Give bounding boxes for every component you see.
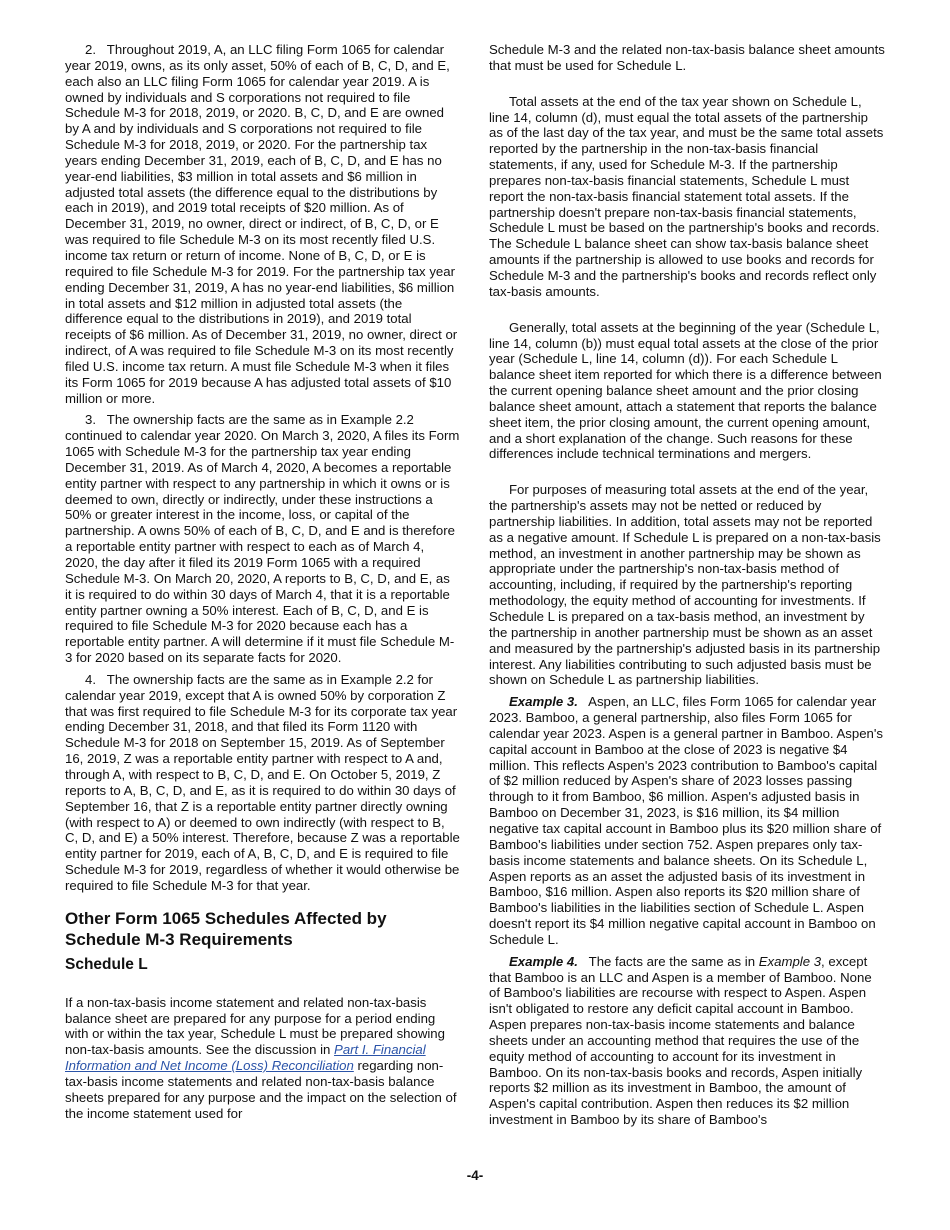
example-3-label: Example 3.	[509, 694, 578, 710]
schedule-l-heading: Schedule L	[65, 955, 148, 973]
example-4-number: 4.	[85, 671, 96, 687]
example-3-reference: Example 3	[758, 953, 822, 969]
total-assets-paragraph: Total assets at the end of the tax year shown on Schedule L, line 14, column (d), must equal the total assets of the partnership as of the last day of the tax year, and must be the same total assets reported by the partnership in the non-tax-basis financial statements, if any, used for Schedule M-3. If the partnership prepares non-tax-basis financial statements, Schedule L must report the non-tax-basis financial statement total assets. If the partnership doesn't prepare non-tax-basis financial statements, Schedule L must be based on the partnership's books and records. The Schedule L balance sheet can show tax-basis balance sheet amounts if the partnership is allowed to use books and records for Schedule M-3 and the partnership's books and records reflect only tax-basis amounts.	[489, 93, 884, 299]
example-2-paragraph	[65, 42, 460, 406]
purposes-paragraph: For purposes of measuring total assets at the end of the year, the partnership's assets may not be netted or reduced by partnership liabilities. In addition, total assets may not be reported as a negative amount. If Schedule L is prepared on a non-tax-basis method, an investment in another partnership may be shown as appropriate under the partnership's non-tax-basis method of accounting, including, if required by the partnership's reporting methodology, the equity method of accounting for investments. If Schedule L is prepared on a tax-basis method, an investment by the partnership in another partnership must be shown as an asset and measured by the partnership's adjusted basis in its partnership interest. Any liabilities contributing to such adjusted basis must be shown on Schedule L as partnership liabilities.	[489, 482, 881, 688]
schedule-l-text-start: If a non-tax-basis income statement and related non-tax-basis balance sheet are prepared for any purpose for a period ending with or within the tax year, Schedule L must be prepared showing non-tax-basis amounts. See the discussion in	[65, 994, 445, 1058]
example-3-body: Aspen, an LLC, files Form 1065 for calendar year 2023. Bamboo, a general partnership, also files Form 1065 for calendar year 2023. Aspen is a general partner in Bamboo. Aspen's capital account in Bamboo at the close of 2023 is negative $4 million. This reflects Aspen's 2023 contribution to Bamboo's capital of $2 million reduced by Aspen's share of 2023 losses passing through to it from Bamboo, $6 million. Aspen's adjusted basis in Bamboo on December 31, 2023, is $16 million, its $4 million negative tax capital account in Bamboo plus its $20 million share of Bamboo's liabilities under section 752. Aspen prepares only tax-basis income statements and balance sheets. On its Schedule L, Aspen reports as an asset the adjusted basis of its investment in Bamboo, $16 million. Aspen also reports its $20 million share of Bamboo's liabilities in the liabilities section of Schedule L. Aspen doesn't report its $4 million negative capital account in Bamboo on Schedule L.	[489, 694, 884, 947]
section-heading: Other Form 1065 Schedules Affected by Schedule M-3 Requirements	[65, 908, 387, 949]
schedule-l-paragraph	[65, 995, 460, 1122]
example-4-body: , except that Bamboo is an LLC and Aspen is a member of Bamboo. None of Bamboo's liabilities are recourse with respect to Aspen. Aspen isn't obligated to restore any deficit capital account in Bamboo. Aspen prepares non-tax-basis income statements and balance sheets under an accounting method that requires the use of the equity method of accounting to account for its investment in Bamboo. On its non-tax-basis books and records, Aspen initially reports $2 million as its investment in Bamboo, the amount of Aspen's capital contribution. Aspen then reduces its $2 million investment in Bamboo by its share of Bamboo's	[489, 953, 872, 1128]
example-3-text: The ownership facts are the same as in Example 2.2 continued to calendar year 2020. On March 3, 2020, A files its Form 1065 with Schedule M-3 for the partnership tax year ending December 31, 2019. As of March 4, 2020, A becomes a reportable entity partner with respect to any partnership in which it owns or is deemed to own, directly or indirectly, under these instructions a 50% or greater interest in the income, loss, or capital of the partnership. A owns 50% of each of B, C, D, and E and is therefore a reportable entity partner with respect to each as of March 4, 2020, the day after it filed its 2019 Form 1065 with a required Schedule M-3. On March 20, 2020, A reports to B, C, D, and E, as it is required to do within 30 days of March 4, that it is a reportable entity partner owning a 50% interest. Each of B, C, D, and E is required to file Schedule M-3 for 2020 because each has a reportable entity partner. A will determine if it must file Schedule M-3 for 2020 based on its separate facts for 2020.	[65, 412, 460, 666]
continued-paragraph: Schedule M-3 and the related non-tax-basis balance sheet amounts that must be used for Schedule L.	[489, 42, 885, 73]
example-4-label: Example 4.	[509, 953, 578, 969]
example-2-number: 2.	[85, 42, 96, 57]
generally-paragraph: Generally, total assets at the beginning of the year (Schedule L, line 14, column (b)) must equal total assets at the close of the prior year (Schedule L, line 14, column (d)). For each Schedule L balance sheet item reported for which there is a difference between the current opening balance sheet amount and the prior closing balance sheet amount, attach a statement that reports the balance sheet item, the prior closing amount, the current opening amount, and a short explanation of the change. Such reasons for these differences include technical terminations and mergers.	[489, 319, 882, 462]
example-4-intro: The facts are the same as in	[588, 953, 759, 969]
part-i-link[interactable]: Part I. Financial Information and Net Income (Loss) Reconciliation	[65, 1042, 426, 1074]
example-2-text: Throughout 2019, A, an LLC filing Form 1065 for calendar year 2019, owns, as its only asset, 50% of each of B, C, D, and E, each also an LLC filing Form 1065 for calendar year 2019. A is owned by individuals and S corporations not required to file Schedule M-3 for 2018, 2019, or 2020. B, C, D, and E are owned by A and by individuals and S corporations not required to file Schedule M-3 for 2018, 2019, or 2020. For the partnership tax years ending December 31, 2019, each of B, C, D, and E has no year-end liabilities, $3 million in total assets and $6 million in adjusted total assets (the difference equal to the distributions by each in 2019), and 2019 total receipts of $20 million. As of December 31, 2019, no owner, direct or indirect, of B, C, D, or E was required to file Schedule M-3 on its most recently filed U.S. income tax return or return of income. None of B, C, D, or E is required to file Schedule M-3 for 2019. For the partnership tax year ending December 31, 2019, A has no year-end liabilities, $6 million in total assets and $12 million in adjusted total assets (the difference equal to the distributions in 2019), and 2019 total receipts of $6 million. As of December 31, 2019, no owner, direct or indirect, of A was required to file Schedule M-3 on its most recently filed U.S. income tax return. A must file Schedule M-3 when it files its Form 1065 for 2019 because A has adjusted total assets of $10 million or more.	[65, 42, 458, 406]
example-3-aspen-paragraph	[489, 694, 885, 948]
page-number: -4-	[466, 1168, 484, 1183]
example-4-text: The ownership facts are the same as in Example 2.2 for calendar year 2019, except that A is owned 50% by corporation Z that was first required to file Schedule M-3 for its corporate tax year ending December 31, 2018, and that filed its Form 1120 with Schedule M-3 for 2018 on September 15, 2019. As of September 16, 2019, Z was a reportable entity partner with respect to A and, through A, with respect to B, C, D, and E. On October 5, 2019, Z reports to A, B, C, D, and E, as it is required to do within 30 days of September 16, that Z is a reportable entity partner directly owning (with respect to A) or deemed to own indirectly (with respect to B, C, D, and E) a 50% interest. Therefore, because Z was a reportable entity partner for 2019, each of A, B, C, D, and E is required to file Schedule M-3 for 2019, regardless of whether it would otherwise be required to file Schedule M-3 for that year.	[65, 671, 460, 893]
schedule-l-text-end: regarding non-tax-basis income statements and related non-tax-basis balance sheets prepared for any purpose and the impact on the selection of the income statement used for	[65, 1058, 457, 1121]
example-4-paragraph	[65, 672, 460, 894]
right-column	[489, 42, 885, 1128]
example-3-paragraph	[65, 412, 460, 666]
example-3-number: 3.	[85, 412, 96, 428]
left-column	[65, 42, 460, 1121]
example-4-aspen-paragraph	[489, 954, 885, 1128]
